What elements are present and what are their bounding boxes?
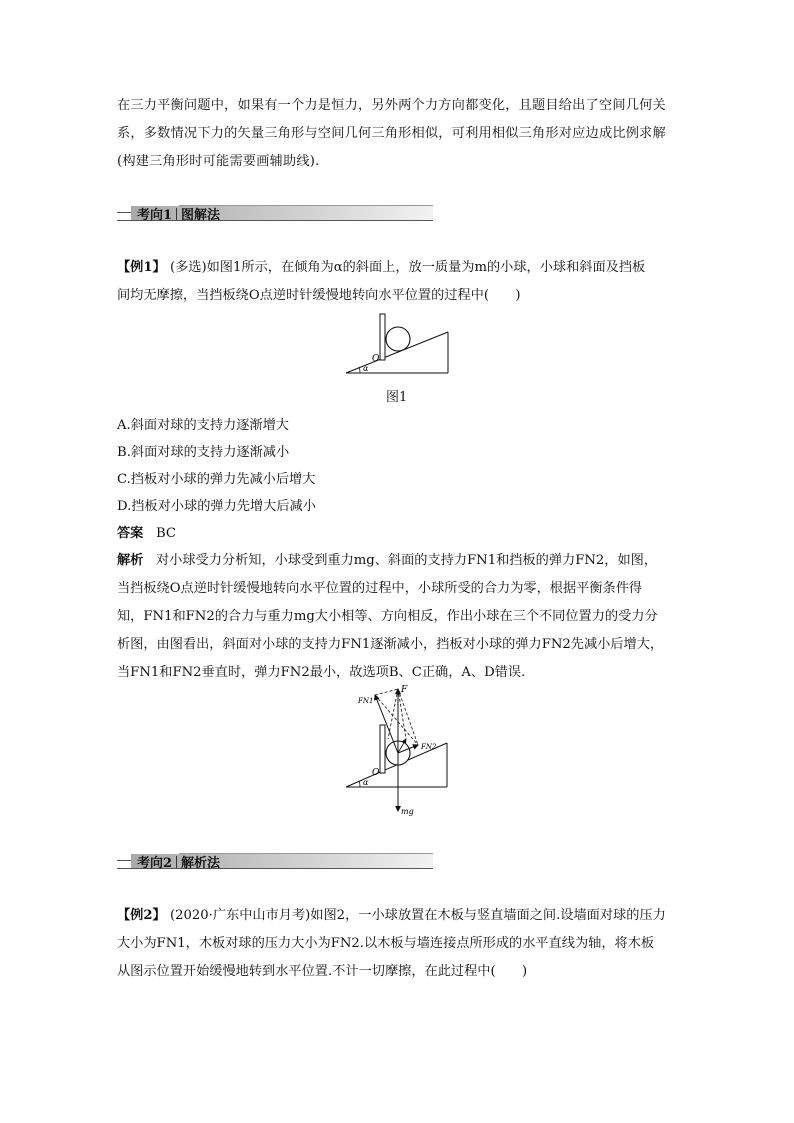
section-banner-2 xyxy=(117,848,433,870)
example2-line1 xyxy=(117,904,666,923)
example2-line2: 大小为FN1，木板对球的压力大小为FN2.以木板与墙连接点所形成的水平直线为轴，将木板 xyxy=(117,936,655,951)
option-b: B.斜面对球的支持力逐渐减小 xyxy=(117,445,290,460)
example1-line2: 间均无摩擦，当挡板绕O点逆时针缓慢地转向水平位置的过程中( ) xyxy=(117,288,521,303)
intro-paragraph: 在三力平衡问题中，如果有一个力是恒力，另外两个力方向都变化，且题目给出了空间几何关系，多数情况下力的矢量三角形与空间几何三角形相似，可利用相似三角形对应边成比例求解(构建三角形时可能需要画辅助线). xyxy=(117,98,666,169)
section-title: 解析法 xyxy=(181,856,221,871)
figure2-label-mg: mg xyxy=(401,807,414,816)
analysis-line-5: 当FN1和FN2垂直时，弹力FN2最小，故选项B、C正确，A、D错误. xyxy=(117,665,526,680)
answer-label: 答案 xyxy=(117,526,144,541)
analysis-line-2: 当挡板绕O点逆时针缓慢地转向水平位置的过程中，小球所受的合力为零，根据平衡条件得 xyxy=(117,581,643,596)
section-tag: 考向1 xyxy=(137,208,173,223)
analysis-line-1 xyxy=(117,549,657,568)
example1-text1: (多选)如图1所示，在倾角为α的斜面上，放一质量为m的小球，小球和斜面及挡板 xyxy=(169,260,646,275)
option-c: C.挡板对小球的弹力先减小后增大 xyxy=(117,472,316,487)
example2-line3: 从图示位置开始缓慢地转到水平位置.不计一切摩擦，在此过程中( ) xyxy=(117,964,528,979)
example1-label: 【例1】 xyxy=(117,260,166,275)
option-a: A.斜面对球的支持力逐渐增大 xyxy=(117,418,289,433)
figure1-caption: 图1 xyxy=(386,390,408,405)
figure2-label-fn2: FN2 xyxy=(421,743,437,751)
figure2-label-fn1: FN1 xyxy=(358,697,374,705)
analysis-line-3: 知，FN1和FN2的合力与重力mg大小相等、方向相反，作出小球在三个不同位置力的受力分 xyxy=(117,609,658,624)
analysis-line-4: 析图，由图看出，斜面对小球的支持力FN1逐渐减小，挡板对小球的弹力FN2先减小后增大， xyxy=(117,637,664,652)
figure1-diagram xyxy=(340,306,455,378)
figure1-label-o: O xyxy=(372,354,380,364)
figure1-label-alpha: α xyxy=(363,364,369,373)
example2-label: 【例2】 xyxy=(117,908,166,923)
analysis-label: 解析 xyxy=(117,553,144,568)
section-tag: 考向2 xyxy=(137,856,173,871)
figure2-label-o: O xyxy=(372,768,380,778)
figure2-label-f: F xyxy=(401,685,408,695)
option-d: D.挡板对小球的弹力先增大后减小 xyxy=(117,499,316,514)
section-title: 图解法 xyxy=(181,208,221,223)
answer-line xyxy=(117,522,176,541)
example2-text1: (2020·广东中山市月考)如图2，一小球放置在木板与竖直墙面之间.设墙面对球的压力 xyxy=(169,908,666,923)
answer-value: BC xyxy=(155,526,176,541)
analysis-text-1: 对小球受力分析知，小球受到重力mg、斜面的支持力FN1和挡板的弹力FN2，如图， xyxy=(155,553,658,568)
figure2-label-alpha: α xyxy=(363,778,369,787)
example1-line1 xyxy=(117,256,645,275)
figure2-force-diagram xyxy=(340,683,460,819)
section-banner-1 xyxy=(117,200,433,222)
